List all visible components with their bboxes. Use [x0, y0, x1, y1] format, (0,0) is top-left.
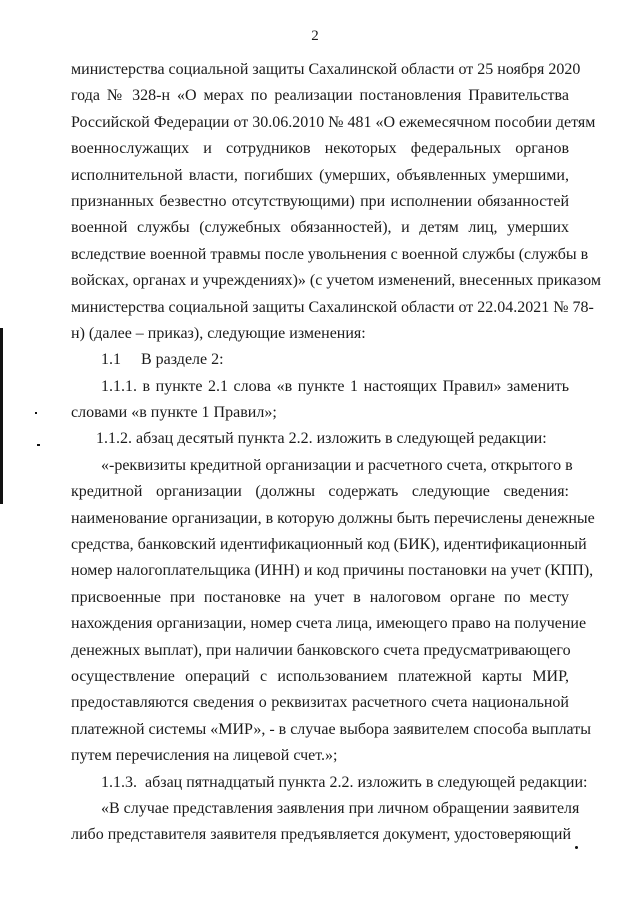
- text-line: осуществление операций с использованием платежной карты МИР,: [71, 667, 569, 685]
- text-line: словами «в пункте 1 Правил»;: [71, 404, 277, 422]
- text-line: денежных выплат), при наличии банковского счета предусматривающего: [71, 641, 571, 659]
- text-line: номер налогоплательщика (ИНН) и код причины постановки на учет (КПП),: [71, 562, 594, 580]
- text-line: военнослужащих и сотрудников некоторых федеральных органов: [71, 140, 569, 158]
- text-line: министерства социальной защиты Сахалинской области от 25 ноября 2020: [71, 61, 581, 78]
- text-line: 1.1.2. абзац десятый пункта 2.2. изложить в следующей редакции:: [96, 430, 547, 448]
- text-line: кредитной организации (должны содержать следующие сведения:: [71, 483, 569, 501]
- text-line: войсках, органах и учреждениях)» (с учетом изменений, внесенных приказом: [71, 272, 601, 290]
- text-line: признанных безвестно отсутствующими) при исполнении обязанностей: [71, 192, 569, 210]
- text-line: «В случае представления заявления при личном обращении заявителя: [101, 799, 580, 817]
- scan-speck: [575, 846, 578, 849]
- text-line: 1.1.3. абзац пятнадцатый пункта 2.2. изложить в следующей редакции:: [101, 773, 588, 791]
- document-body: [71, 57, 601, 849]
- text-line: наименование организации, в которую должны быть перечислены денежные: [71, 509, 595, 527]
- text-line: средства, банковский идентификационный код (БИК), идентификационный: [71, 536, 587, 554]
- text-line: нахождения организации, номер счета лица, имеющего право на получение: [71, 615, 587, 633]
- text-line: «-реквизиты кредитной организации и расчетного счета, открытого в: [101, 456, 573, 474]
- text-line: вследствие военной травмы после увольнения с военной службы (службы в: [71, 245, 589, 263]
- text-line: предоставляются сведения о реквизитах расчетного счета национальной: [71, 694, 569, 712]
- text-line: Российской Федерации от 30.06.2010 № 481 «О ежемесячном пособии детям: [71, 113, 596, 131]
- scan-speck: [37, 444, 40, 446]
- text-line: н) (далее – приказ), следующие изменения:: [71, 324, 366, 342]
- text-line: присвоенные при постановке на учет в налоговом органе по месту: [71, 588, 569, 606]
- section-heading: 1.1 В разделе 2:: [101, 351, 224, 369]
- text-line: платежной системы «МИР», - в случае выбора заявителем способа выплаты: [71, 720, 591, 738]
- page-number: 2: [311, 28, 319, 44]
- scan-edge-mark: [0, 328, 3, 504]
- text-line: путем перечисления на лицевой счет.»;: [71, 747, 338, 765]
- text-line: либо представителя заявителя предъявляется документ, удостоверяющий: [71, 826, 572, 844]
- text-line: исполнительной власти, погибших (умерших, объявленных умершими,: [71, 166, 569, 184]
- text-line: года № 328-н «О мерах по реализации постановления Правительства: [71, 87, 569, 105]
- scan-speck: [35, 412, 37, 414]
- text-line: министерства социальной защиты Сахалинской области от 22.04.2021 № 78-: [71, 298, 594, 316]
- text-line: 1.1.1. в пункте 2.1 слова «в пункте 1 настоящих Правил» заменить: [101, 377, 569, 395]
- text-line: военной службы (служебных обязанностей), и детям лиц, умерших: [71, 219, 569, 237]
